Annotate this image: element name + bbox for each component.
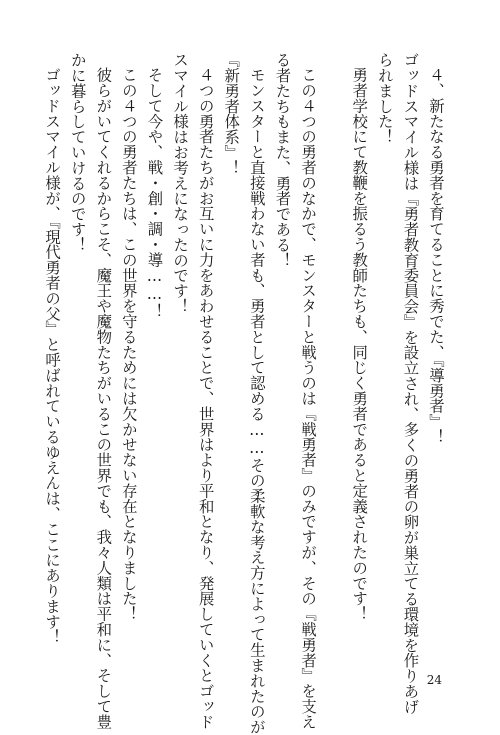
- text-line: この４つの勇者のなかで、モンスターと戦うのは『戦勇者』のみですが、その『戦勇者』を支え: [299, 67, 318, 730]
- text-line: スマイル様はお考えになったのです！: [171, 52, 190, 314]
- blank-line: [320, 52, 346, 612]
- text-line: られました！: [375, 52, 394, 145]
- page-number: 24: [426, 673, 442, 687]
- text-line: ４つの勇者たちがお互いに力をあわせることで、世界はより平和となり、発展していくとゴッド: [196, 67, 215, 730]
- text-line: 彼らがいてくれるからこそ、魔王や魔物たちがいるこの世界でも、我々人類は平和に、そして豊: [94, 67, 113, 730]
- text-line: そして今や、戦・創・調・導……！: [145, 67, 164, 319]
- text-line: かに暮らしていけるのです！: [68, 52, 87, 253]
- text-line: る者たちもまた、勇者である！: [273, 52, 292, 268]
- text-line: 勇者学校にて教鞭を振るう教師たちも、同じく勇者であると定義されたのです！: [350, 67, 369, 622]
- text-line: モンスターと直接戦わない者も、勇者として認める……その柔軟な考え方によって生まれたのが: [247, 67, 266, 735]
- text-line: ゴッドスマイル様は『勇者教育委員会』を設立され、多くの勇者の卵が巣立てる環境を作りあげ: [401, 52, 420, 715]
- text-line: ４、新たなる勇者を育てることに秀でた、『導勇者』！: [427, 67, 445, 445]
- text-line: 『新勇者体系』！: [222, 52, 241, 176]
- text-line: この４つの勇者たちは、この世界を守るためには欠かせない存在となりました！: [119, 67, 138, 622]
- text-line: ゴッドスマイル様が、『現代勇者の父』と呼ばれているゆえんは、ここにあります！: [43, 67, 62, 645]
